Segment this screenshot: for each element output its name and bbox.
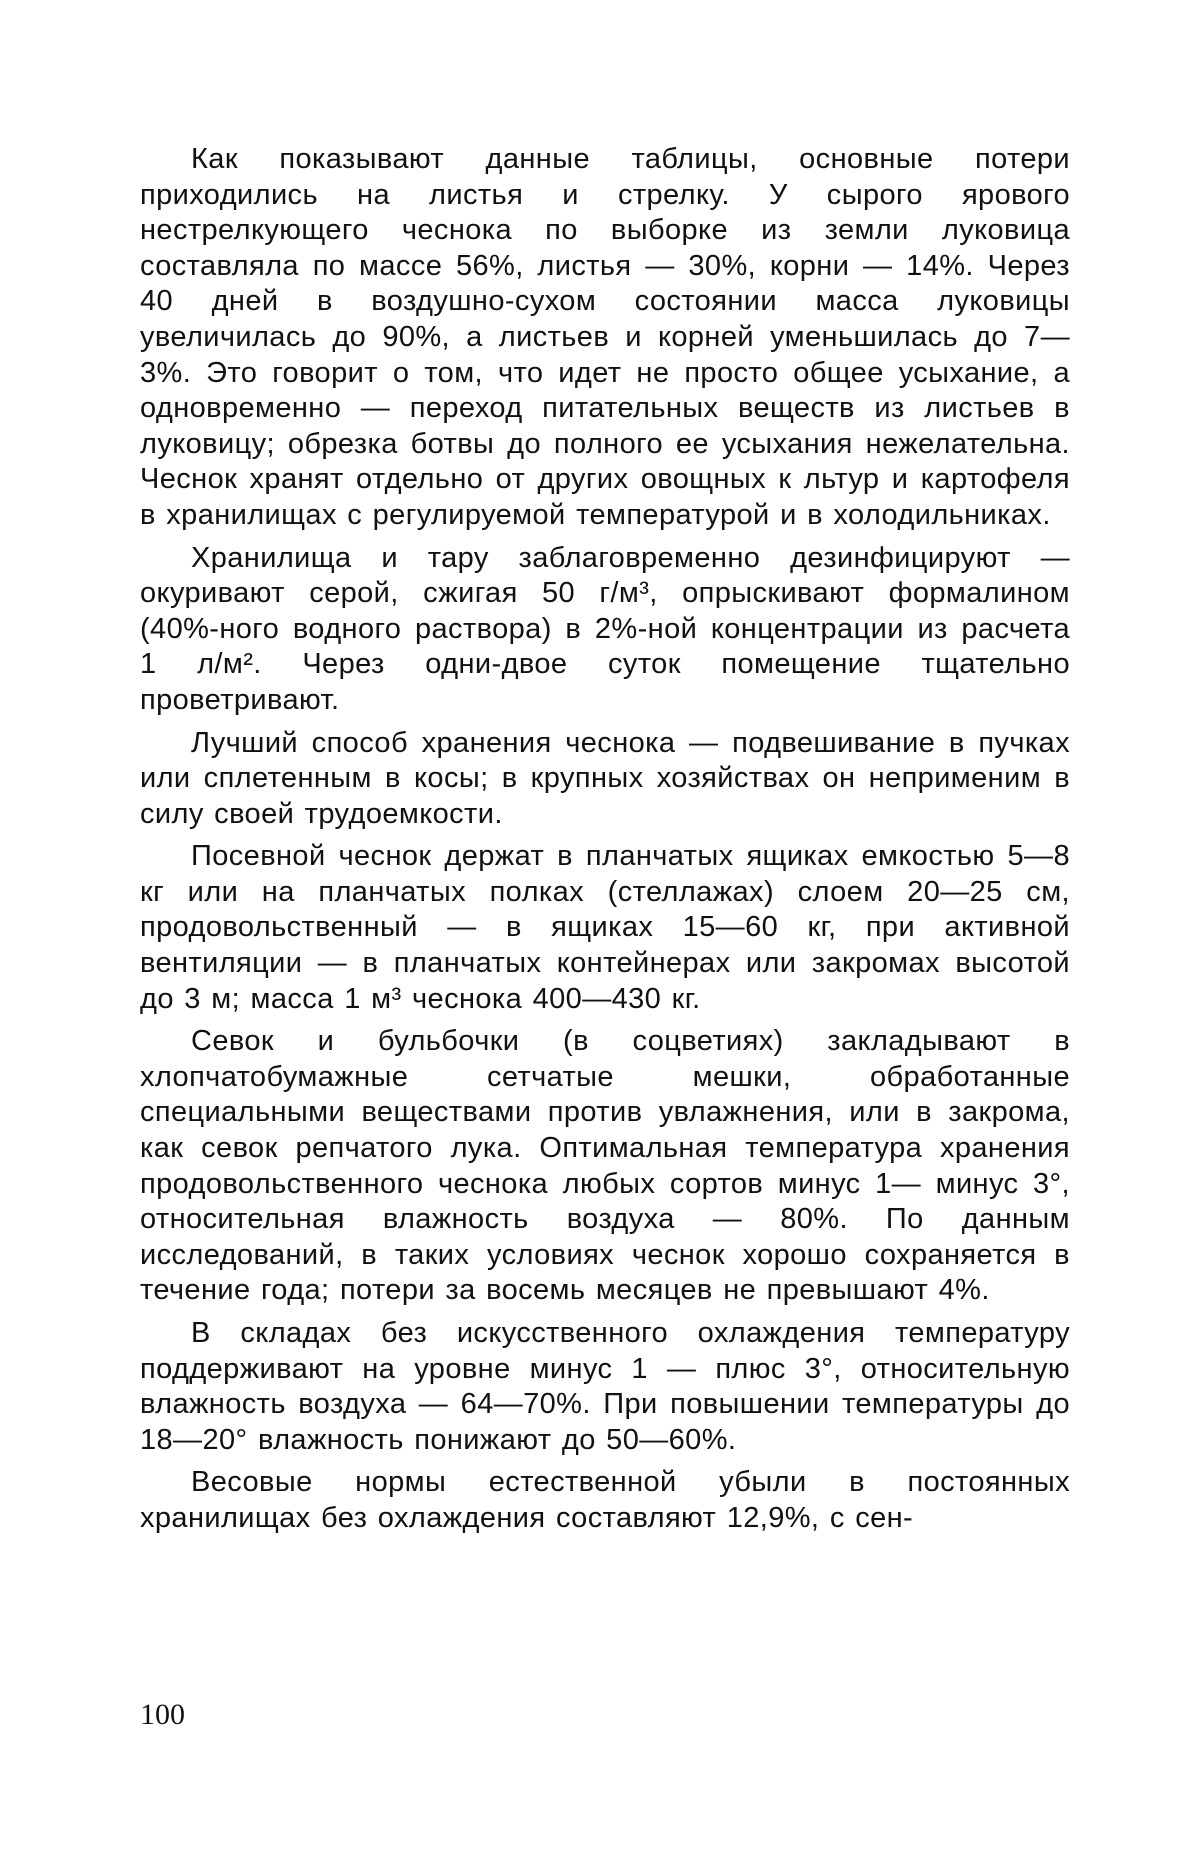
book-page xyxy=(0,0,1200,1872)
paragraph-2: Хранилища и тару заблаговременно дезинфицируют — окуривают серой, сжигая 50 г/м³, опрыскивают формалином (40%-ного водного раствора) в 2%-ной концентрации из расчета 1 л/м². Через одни-двое суток помещение тщательно проветривают. xyxy=(140,541,1070,719)
paragraph-3: Лучший способ хранения чеснока — подвешивание в пучках или сплетенным в косы; в крупных хозяйствах он неприменим в силу своей трудоемкости. xyxy=(140,726,1070,833)
paragraph-6: В складах без искусственного охлаждения температуру поддерживают на уровне минус 1 — плюс 3°, относительную влажность воздуха — 64—70%. При повышении температуры до 18—20° влажность понижают до 50—60%. xyxy=(140,1316,1070,1458)
paragraph-7: Весовые нормы естественной убыли в постоянных хранилищах без охлаждения составляют 12,9%, с сен- xyxy=(140,1465,1070,1536)
paragraph-4: Посевной чеснок держат в планчатых ящиках емкостью 5—8 кг или на планчатых полках (стеллажах) слоем 20—25 см, продовольственный — в ящиках 15—60 кг, при активной вентиляции — в планчатых контейнерах или закромах высотой до 3 м; масса 1 м³ чеснока 400—430 кг. xyxy=(140,839,1070,1017)
paragraph-5: Севок и бульбочки (в соцветиях) закладывают в хлопчатобумажные сетчатые мешки, обработанные специальными веществами против увлажнения, или в закрома, как севок репчатого лука. Оптимальная температура хранения продовольственного чеснока любых сортов минус 1— минус 3°, относительная влажность воздуха — 80%. По данным исследований, в таких условиях чеснок хорошо сохраняется в течение года; потери за восемь месяцев не превышают 4%. xyxy=(140,1024,1070,1309)
paragraph-1: Как показывают данные таблицы, основные потери приходились на листья и стрелку. У сырого ярового нестрелкующего чеснока по выборке из земли луковица составляла по массе 56%, листья — 30%, корни — 14%. Через 40 дней в воздушно-сухом состоянии масса луковицы увеличилась до 90%, а листьев и корней уменьшилась до 7—3%. Это говорит о том, что идет не просто общее усыхание, а одновременно — переход питательных веществ из листьев в луковицу; обрезка ботвы до полного ее усыхания нежелательна. Чеснок хранят отдельно от других овощных к льтур и картофеля в хранилищах с регулируемой температурой и в холодильниках. xyxy=(140,142,1070,534)
body-text xyxy=(140,142,1070,1537)
page-number: 100 xyxy=(140,1697,185,1733)
